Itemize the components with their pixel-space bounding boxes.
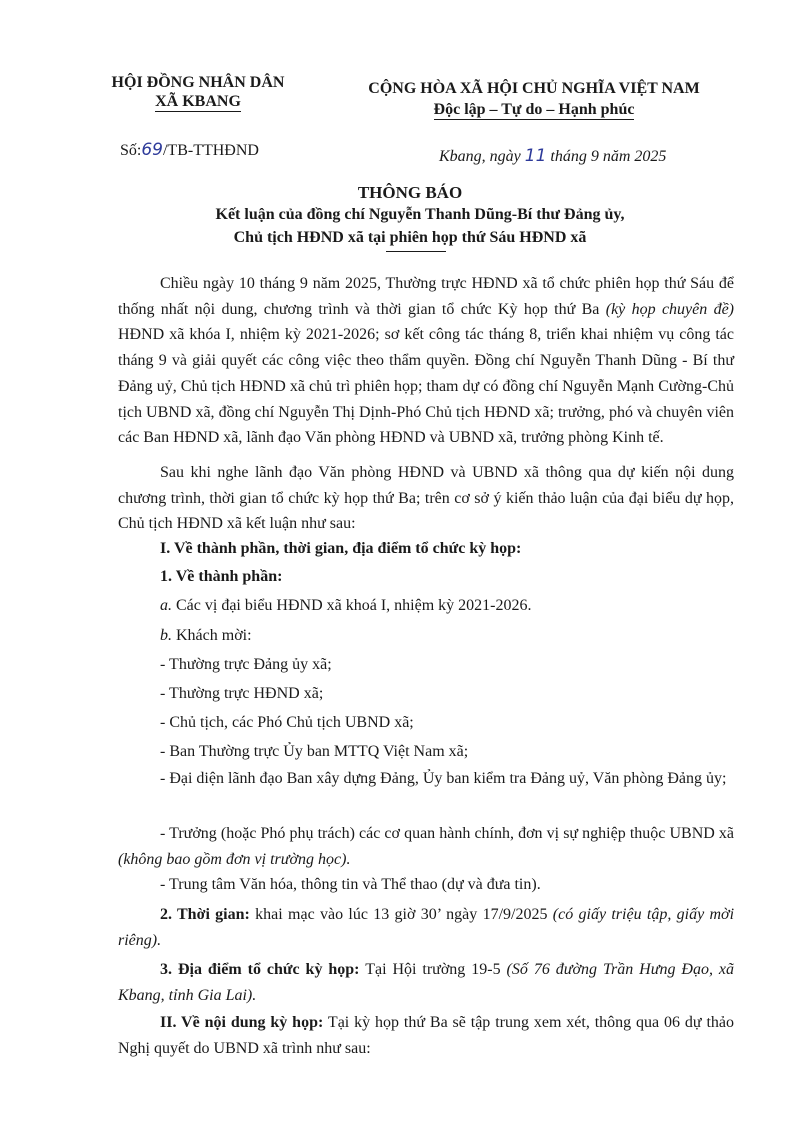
document-subtitle-1: Kết luận của đồng chí Nguyễn Thanh Dũng-Bí thư Đảng ủy, <box>215 206 625 223</box>
section-2: II. Về nội dung kỳ họp: Tại kỳ họp thứ Ba sẽ tập trung xem xét, thông qua 06 dự thảo Nghị quyết do UBND xã trình như sau: <box>118 1014 735 1057</box>
paragraph-1: Chiều ngày 10 tháng 9 năm 2025, Thường trực HĐND xã tổ chức phiên họp thứ Sáu để thống nhất nội dung, chương trình và thời gian tổ chức Kỳ họp thứ Ba (kỳ họp chuyên đề) HĐND xã khóa I, nhiệm kỳ 2021-2026; sơ kết công tác tháng 8, triển khai nhiệm vụ công tác tháng 9 và giải quyết các công việc theo thẩm quyền. Đồng chí Nguyễn Thanh Dũng - Bí thư Đảng uỷ, Chủ tịch HĐND xã chủ trì phiên họp; tham dự có đồng chí Nguyễn Mạnh Cường-Chủ tịch UBND xã, đồng chí Nguyễn Thị Dịnh-Phó Chủ tịch HĐND xã; trưởng, phó và chuyên viên các Ban HĐND xã, lãnh đạo Văn phòng HĐND và UBND xã, trưởng phòng Kinh tế. <box>118 275 735 447</box>
guest-item: - Trưởng (hoặc Phó phụ trách) các cơ quan hành chính, đơn vị sự nghiệp thuộc UBND xã (không bao gồm đơn vị trường học). <box>118 825 734 868</box>
handwritten-day: 11 <box>524 146 547 166</box>
paragraph-2: Sau khi nghe lãnh đạo Văn phòng HĐND và UBND xã thông qua dự kiến nội dung chương trình, thời gian tổ chức kỳ họp thứ Ba; trên cơ sở ý kiến thảo luận của đại biểu dự họp, Chủ tịch HĐND xã kết luận như sau: <box>118 464 734 533</box>
guest-item: - Chủ tịch, các Phó Chủ tịch UBND xã; <box>160 714 414 731</box>
document-title: THÔNG BÁO <box>357 183 463 202</box>
national-motto <box>344 80 724 119</box>
document-number: Số:69/TB-TTHĐND <box>120 140 259 160</box>
title-underline <box>386 251 446 252</box>
guest-item: - Ban Thường trực Ủy ban MTTQ Việt Nam xã; <box>160 743 469 760</box>
item-a: a. Các vị đại biểu HĐND xã khoá I, nhiệm kỳ 2021-2026. <box>160 597 532 614</box>
section-1-heading: I. Về thành phần, thời gian, địa điểm tổ chức kỳ họp: <box>160 540 522 557</box>
meeting-place: 3. Địa điểm tổ chức kỳ họp: Tại Hội trường 19-5 (Số 76 đường Trần Hưng Đạo, xã Kbang, tỉnh Gia Lai). <box>118 961 735 1004</box>
subsection-1-heading: 1. Về thành phần: <box>160 568 283 585</box>
guest-item: - Thường trực Đảng ủy xã; <box>160 656 332 673</box>
nation-line-1: CỘNG HÒA XÃ HỘI CHỦ NGHĨA VIỆT NAM <box>368 80 700 97</box>
guest-item: - Đại diện lãnh đạo Ban xây dựng Đảng, Ủy ban kiểm tra Đảng uỷ, Văn phòng Đảng ủy; <box>160 770 727 787</box>
guest-item: - Thường trực HĐND xã; <box>160 685 324 702</box>
handwritten-number: 69 <box>141 140 163 160</box>
meeting-time: 2. Thời gian: khai mạc vào lúc 13 giờ 30’ ngày 17/9/2025 (có giấy triệu tập, giấy mời riêng). <box>118 906 735 949</box>
document-subtitle-2: Chủ tịch HĐND xã tại phiên họp thứ Sáu HĐND xã <box>233 229 587 246</box>
org-line-2: XÃ KBANG <box>155 93 241 110</box>
guest-item: - Trung tâm Văn hóa, thông tin và Thể thao (dự và đưa tin). <box>160 876 541 893</box>
item-b: b. Khách mời: <box>160 627 252 644</box>
nation-line-2: Độc lập – Tự do – Hạnh phúc <box>433 101 635 118</box>
org-name <box>108 74 288 111</box>
document-date: Kbang, ngày 11 tháng 9 năm 2025 <box>439 146 667 166</box>
org-line-1: HỘI ĐỒNG NHÂN DÂN <box>111 74 285 91</box>
